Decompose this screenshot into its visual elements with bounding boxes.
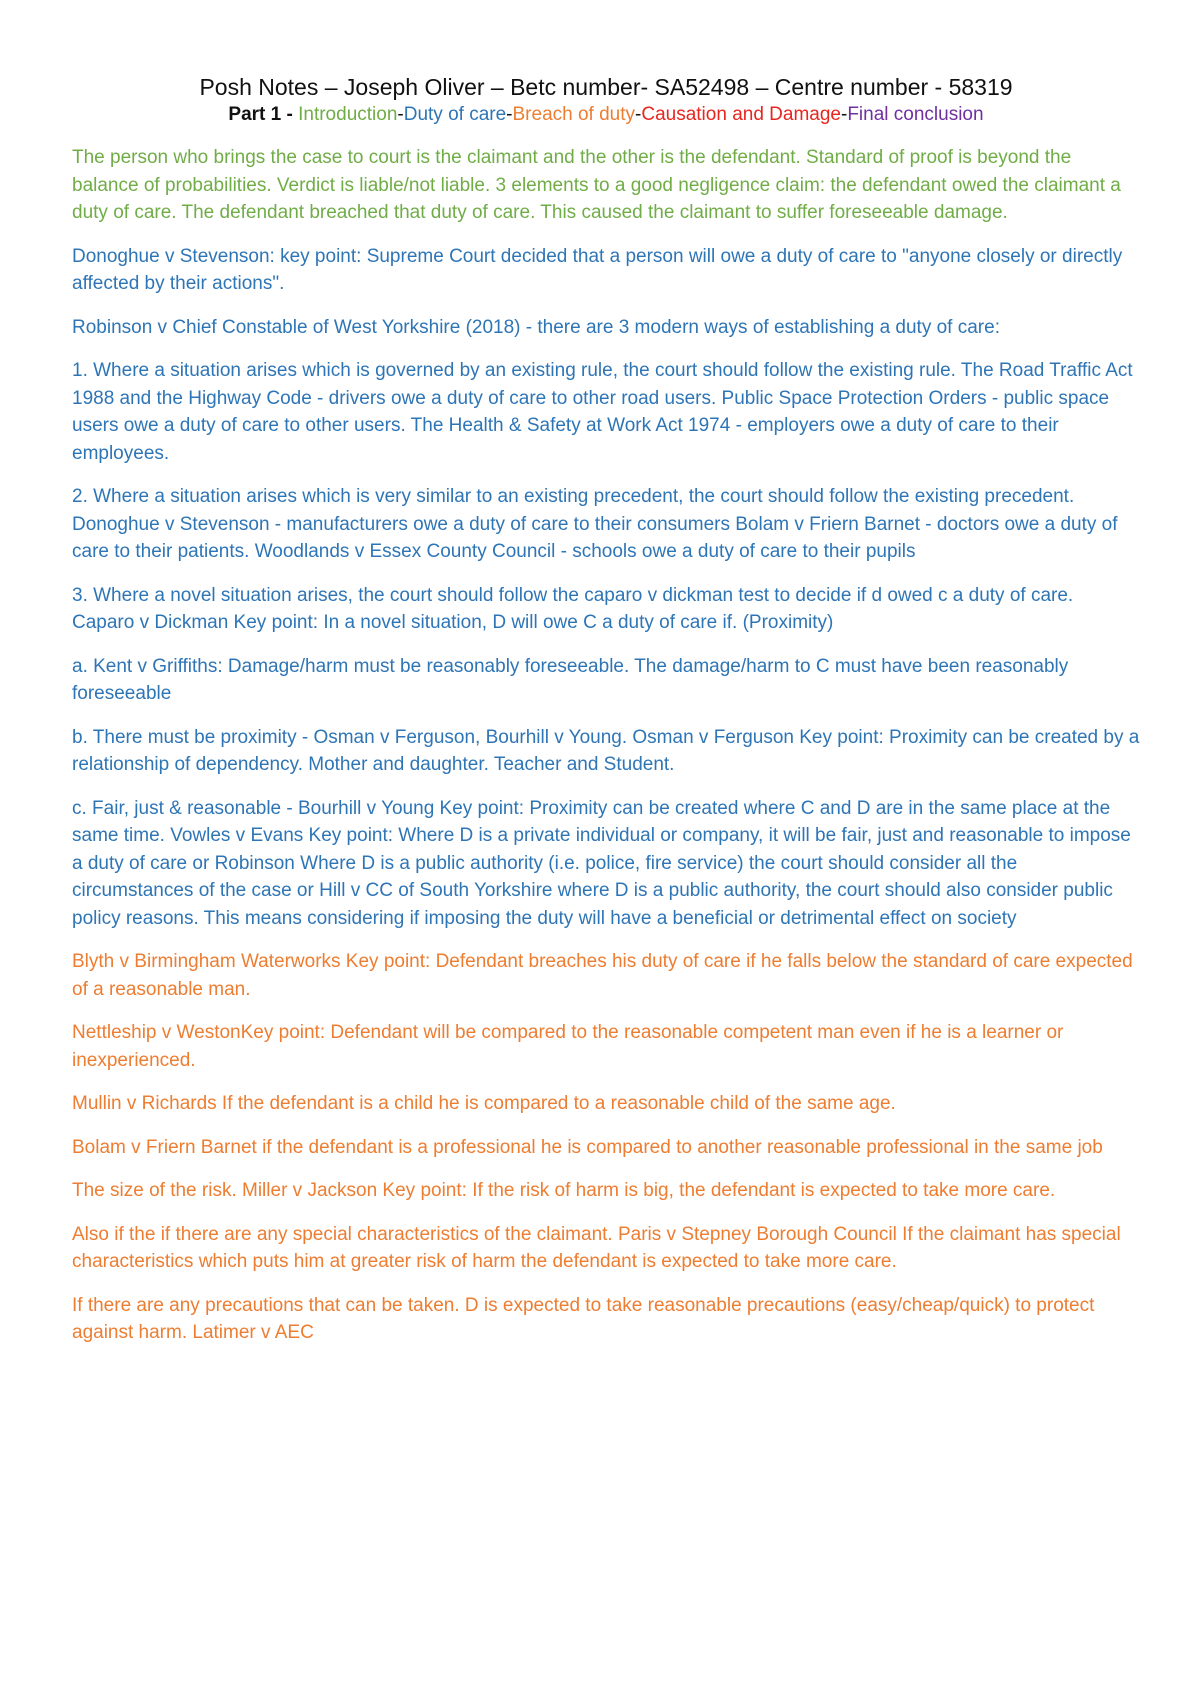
part-label: Part 1 -: [228, 104, 293, 125]
paragraph-introduction: The person who brings the case to court is the claimant and the other is the defendant. Standard of proof is beyond the balance of probabilities. Verdict is liable/not liable. 3 elements to a good negligence claim: the defendant owed the claimant a duty of care. The defendant breached that duty of care. This caused the claimant to suffer foreseeable damage.: [72, 147, 1121, 223]
paragraph-existing-precedent: 2. Where a situation arises which is very similar to an existing precedent, the court should follow the existing precedent. Donoghue v Stevenson - manufacturers owe a duty of care to their consumers Bolam v Friern Barnet - doctors owe a duty of care to their patients. Woodlands v Essex County Council - schools owe a duty of care to their pupils: [72, 486, 1118, 562]
paragraph-mullin: Mullin v Richards If the defendant is a child he is compared to a reasonable child of the same age.: [72, 1093, 896, 1114]
paragraph-special-characteristics: Also if the if there are any special characteristics of the claimant. Paris v Stepney Borough Council If the claimant has special characteristics which puts him at greater risk of harm the defendant is expected to take more care.: [72, 1223, 1121, 1272]
section-label-duty-of-care: Duty of care: [403, 104, 507, 125]
paragraph-precautions: If there are any precautions that can be taken. D is expected to take reasonable precautions (easy/cheap/quick) to protect against harm. Latimer v AEC: [72, 1294, 1095, 1343]
paragraph-size-of-risk: The size of the risk. Miller v Jackson Key point: If the risk of harm is big, the defendant is expected to take more care.: [72, 1180, 1056, 1201]
section-separator: -: [841, 104, 848, 125]
document-page: [72, 72, 1140, 1363]
section-separator: -: [635, 104, 642, 125]
document-title: Posh Notes – Joseph Oliver – Betc number- SA52498 – Centre number - 58319: [199, 74, 1013, 100]
notes-body: [72, 144, 1140, 1347]
paragraph-existing-rule: 1. Where a situation arises which is governed by an existing rule, the court should follow the existing rule. The Road Traffic Act 1988 and the Highway Code - drivers owe a duty of care to other road users. Public Space Protection Orders - public space users owe a duty of care to other users. The Health & Safety at Work Act 1974 - employers owe a duty of care to their employees.: [72, 360, 1133, 464]
paragraph-blyth: Blyth v Birmingham Waterworks Key point: Defendant breaches his duty of care if he falls below the standard of care expected of a reasonable man.: [72, 951, 1133, 1000]
section-label-introduction: Introduction: [298, 104, 398, 125]
paragraph-donoghue-v-stevenson: Donoghue v Stevenson: key point: Supreme Court decided that a person will owe a duty of care to "anyone closely or directly affected by their actions".: [72, 245, 1123, 294]
paragraph-kent-v-griffiths: a. Kent v Griffiths: Damage/harm must be reasonably foreseeable. The damage/harm to C must have been reasonably foreseeable: [72, 655, 1069, 704]
section-separator: -: [397, 104, 404, 125]
paragraph-proximity: b. There must be proximity - Osman v Ferguson, Bourhill v Young. Osman v Ferguson Key point: Proximity can be created by a relationship of dependency. Mother and daughter. Teacher and Student.: [72, 726, 1140, 775]
section-label-final-conclusion: Final conclusion: [847, 104, 984, 125]
section-index: [72, 102, 1140, 128]
paragraph-robinson: Robinson v Chief Constable of West Yorkshire (2018) - there are 3 modern ways of establishing a duty of care:: [72, 316, 1000, 338]
paragraph-nettleship: Nettleship v WestonKey point: Defendant will be compared to the reasonable competent man even if he is a learner or inexperienced.: [72, 1022, 1064, 1071]
paragraph-fair-just-reasonable: c. Fair, just & reasonable - Bourhill v Young Key point: Proximity can be created where C and D are in the same place at the same time. Vowles v Evans Key point: Where D is a private individual or company, it will be fair, just and reasonable to impose a duty of care or Robinson Where D is a public authority (i.e. police, fire service) the court should consider all the circumstances of the case or Hill v CC of South Yorkshire where D is a public authority, the court should also consider public policy reasons. This means considering if imposing the duty will have a beneficial or detrimental effect on society: [72, 797, 1131, 929]
section-separator: -: [506, 104, 513, 125]
section-label-breach-of-duty: Breach of duty: [512, 104, 636, 125]
paragraph-bolam: Bolam v Friern Barnet if the defendant is a professional he is compared to another reasonable professional in the same job: [72, 1136, 1103, 1158]
section-label-causation-and-damage: Causation and Damage: [641, 104, 841, 125]
paragraph-novel-situation: 3. Where a novel situation arises, the court should follow the caparo v dickman test to decide if d owed c a duty of care. Caparo v Dickman Key point: In a novel situation, D will owe C a duty of care if. (Proximity): [72, 584, 1074, 633]
